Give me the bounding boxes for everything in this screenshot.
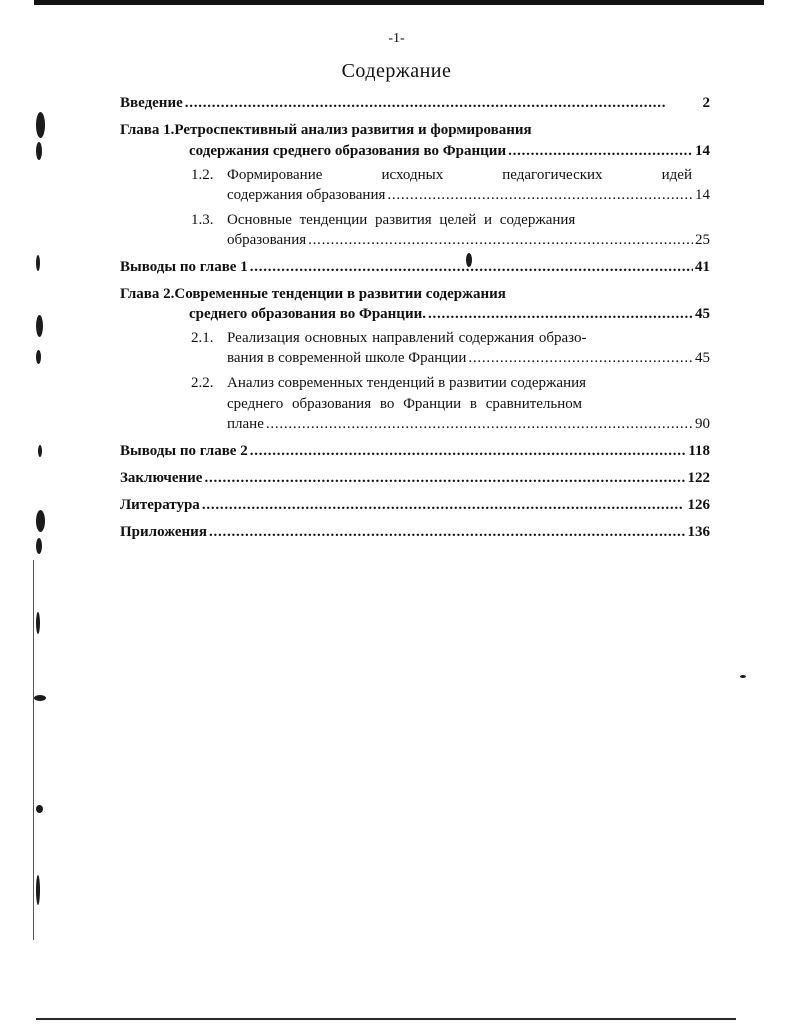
scan-speck [36, 142, 42, 160]
scan-speck [34, 695, 46, 701]
toc-entry-ch1 [189, 143, 710, 160]
toc-s12-word: идей [661, 167, 692, 183]
toc-s21-page: 45 [695, 350, 710, 366]
toc-conc1-page: 41 [695, 259, 710, 275]
toc-entry-s12 [227, 187, 710, 204]
toc-entry-s22 [227, 416, 710, 433]
scan-top-edge [34, 0, 764, 5]
toc-s12-word: исходных [381, 167, 444, 183]
toc-conclusion-label: Заключение [120, 470, 203, 486]
toc-s12-line1 [227, 167, 692, 184]
scan-speck [36, 255, 40, 271]
dot-leader [209, 524, 686, 541]
toc-entry-conc2 [120, 443, 710, 460]
dot-leader [428, 306, 693, 323]
toc-s21-num: 2.1. [191, 330, 214, 346]
scan-speck [36, 805, 43, 813]
toc-s22-line1: Анализ современных тенденций в развитии содержания [227, 375, 587, 391]
toc-s21-line1: Реализация основных направлений содержания образо- [227, 330, 587, 346]
toc-entry-s13 [227, 232, 710, 249]
page-number: -1- [388, 31, 405, 46]
toc-ch2-line2: среднего образования во Франции. [189, 306, 426, 322]
dot-leader [266, 416, 693, 433]
scan-speck [36, 315, 43, 337]
page-title: Содержание [341, 60, 452, 82]
scan-speck [36, 612, 40, 634]
dot-leader [202, 497, 686, 514]
toc-ch1-line1: Глава 1.Ретроспективный анализ развития и формирования [120, 122, 532, 138]
dot-leader [308, 232, 693, 249]
toc-entry-intro [120, 95, 710, 112]
toc-s22-line3: плане [227, 416, 264, 432]
toc-ch1-page: 14 [695, 143, 710, 159]
dot-leader [387, 187, 693, 204]
toc-entry-s21 [227, 350, 710, 367]
scan-speck [38, 445, 42, 457]
toc-intro-page: 2 [702, 95, 710, 111]
toc-ch1-line2: содержания среднего образования во Франции [189, 143, 507, 159]
dot-leader [250, 259, 693, 276]
toc-s22-num: 2.2. [191, 375, 214, 391]
toc-s12-word: Формирование [227, 167, 323, 183]
toc-intro-label: Введение [120, 95, 183, 111]
toc-appendix-page: 136 [687, 524, 710, 540]
toc-appendix-label: Приложения [120, 524, 207, 540]
toc-literature-page: 126 [687, 497, 710, 513]
scan-speck [36, 112, 45, 138]
toc-s13-line2: образования [227, 232, 307, 248]
toc-s21-line2: вания в современной школе Франции [227, 350, 467, 366]
toc-s22-page: 90 [695, 416, 710, 432]
toc-conclusion-page: 122 [687, 470, 710, 486]
scan-speck [36, 538, 42, 554]
toc-s12-line2: содержания образования [227, 187, 386, 203]
dot-leader [508, 143, 693, 160]
scan-bottom-edge [36, 1018, 736, 1020]
toc-conc1-label: Выводы по главе 1 [120, 259, 248, 275]
toc-s12-page: 14 [695, 187, 710, 203]
toc-entry-ch2 [189, 306, 710, 323]
toc-s13-num: 1.3. [191, 212, 214, 228]
toc-conc2-label: Выводы по главе 2 [120, 443, 248, 459]
toc-ch2-line1: Глава 2.Современные тенденции в развитии содержания [120, 286, 506, 302]
toc-entry-appendix [120, 524, 710, 541]
dot-leader [185, 95, 701, 112]
toc-s13-line1: Основные тенденции развития целей и содержания [227, 212, 576, 228]
scan-speck [36, 510, 45, 532]
toc-s12-num: 1.2. [191, 167, 214, 183]
toc-s22-line2: среднего образования во Франции в сравнительном [227, 396, 582, 412]
scan-speck [36, 875, 40, 905]
toc-entry-conclusion [120, 470, 710, 487]
dot-leader [468, 350, 693, 367]
dot-leader [250, 443, 687, 460]
toc-s12-word: педагогических [502, 167, 603, 183]
toc-s13-page: 25 [695, 232, 710, 248]
scan-speck [740, 675, 746, 678]
toc-literature-label: Литература [120, 497, 200, 513]
toc-entry-conc1 [120, 259, 710, 276]
dot-leader [204, 470, 685, 487]
toc-entry-literature [120, 497, 710, 514]
toc-conc2-page: 118 [688, 443, 710, 459]
scan-speck [36, 350, 41, 364]
scan-left-edge [33, 560, 34, 940]
toc-ch2-page: 45 [695, 306, 710, 322]
